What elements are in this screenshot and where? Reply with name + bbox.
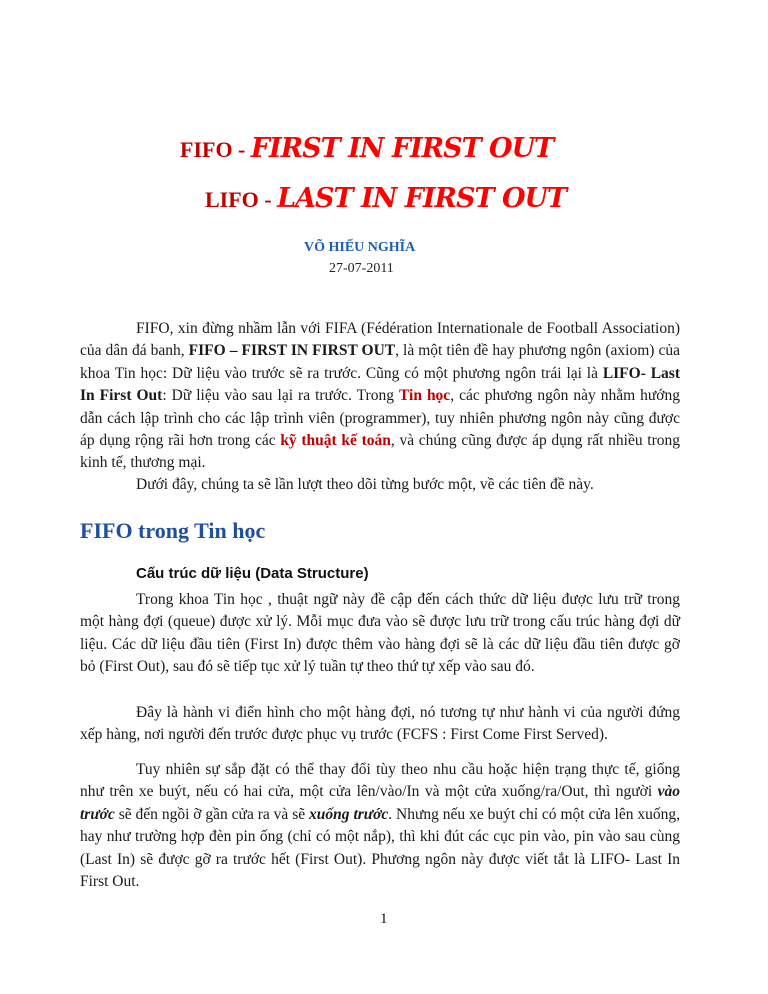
vao-truoc-term: vào trước (80, 783, 680, 823)
queue-behavior-paragraph (80, 702, 680, 747)
bus-example-paragraph (80, 759, 680, 893)
data-structure-text: Trong khoa Tin học , thuật ngữ này đề cập đến cách thức dữ liệu được lưu trữ trong một hàng đợi (queue) được xử lý. Mỗi mục đưa vào sẽ được lưu trữ trong cấu trúc hàng đợi dữ liệu. Các dữ liệu đầu tiên (First In) được thêm vào hàng đợi sẽ là các dữ liệu đầu tiên được gỡ bỏ (First Out), sau đó sẽ tiếp tục xử lý tuần tự theo thứ tự xếp vào sau đó. (80, 591, 680, 676)
lifo-term: LIFO- Last In First Out (80, 364, 680, 405)
xuong-truoc-term: xuống trước (309, 805, 389, 823)
intro-paragraph (80, 318, 680, 475)
document-date: 27-07-2011 (329, 261, 394, 276)
title-fifo-expansion: FIRST IN FIRST OUT (250, 133, 554, 164)
subheading: Cấu trúc dữ liệu (Data Structure) (136, 565, 369, 582)
author-name: VÕ HIẾU NGHĨA (304, 240, 416, 255)
section-heading: FIFO trong Tin học (80, 518, 266, 543)
tin-hoc-link[interactable]: Tin học (398, 387, 451, 405)
title-lifo-prefix: LIFO - (205, 187, 278, 212)
title-fifo (180, 133, 553, 164)
bus-text-a: Tuy nhiên sự sắp đặt có thể thay đổi tùy theo nhu cầu hoặc hiện trạng thực tế, giống như trên xe buýt, nếu có hai cửa, một cửa lên/vào/In và một cửa xuống/ra/Out, thì người (80, 761, 680, 801)
title-fifo-prefix: FIFO - (180, 137, 251, 162)
intro-text-a: FIFO, xin đừng nhầm lẫn với FIFA (Fédération Internationale de Football Association) của dân đá banh, (80, 320, 680, 360)
intro-text-i: , và chúng cũng được áp dụng rất nhiều trong kinh tế, thương mại. (80, 432, 681, 472)
title-lifo-expansion: LAST IN FIRST OUT (277, 183, 567, 214)
bus-text-e: . Nhưng nếu xe buýt chỉ có một cửa lên xuống, hay như trường hợp đèn pin ống (chỉ có một nắp), thì khi đút các cục pin vào, pin vào sau cùng (Last In) sẽ được gỡ ra trước hết (First Out). Phương ngôn này được viết tắt là LIFO- Last In First Out. (80, 805, 680, 891)
data-structure-paragraph (80, 589, 680, 679)
queue-behavior-text: Đây là hành vi điển hình cho một hàng đợi, nó tương tự như hành vi của người đứng xếp hàng, nơi người đến trước được phục vụ trước (FCFS : First Come First Served). (80, 704, 680, 744)
follow-text: Dưới đây, chúng ta sẽ lần lượt theo dõi từng bước một, về các tiên đề này. (136, 476, 594, 493)
intro-text-e: : Dữ liệu vào sau lại ra trước. Trong (162, 387, 399, 405)
title-lifo (205, 183, 566, 214)
follow-paragraph (80, 474, 680, 496)
bus-text-c: sẽ đến ngồi ỡ gần cửa ra và sẽ (114, 805, 310, 823)
ke-toan-link[interactable]: kỹ thuật kế toán (280, 432, 391, 450)
intro-text-g: , các phương ngôn này nhằm hướng dẫn cách lập trình cho các lập trình viên (programmer), tuy nhiên phương ngôn này cũng được áp dụng rộng rãi hơn trong các (80, 387, 680, 450)
intro-text-c: , là một tiên đề hay phương ngôn (axiom) của khoa Tin học: Dữ liệu vào trước sẽ ra trước. Cũng có một phương ngôn trái lại là (80, 342, 680, 382)
page-number: 1 (380, 911, 388, 927)
fifo-term: FIFO – FIRST IN FIRST OUT (188, 342, 396, 360)
